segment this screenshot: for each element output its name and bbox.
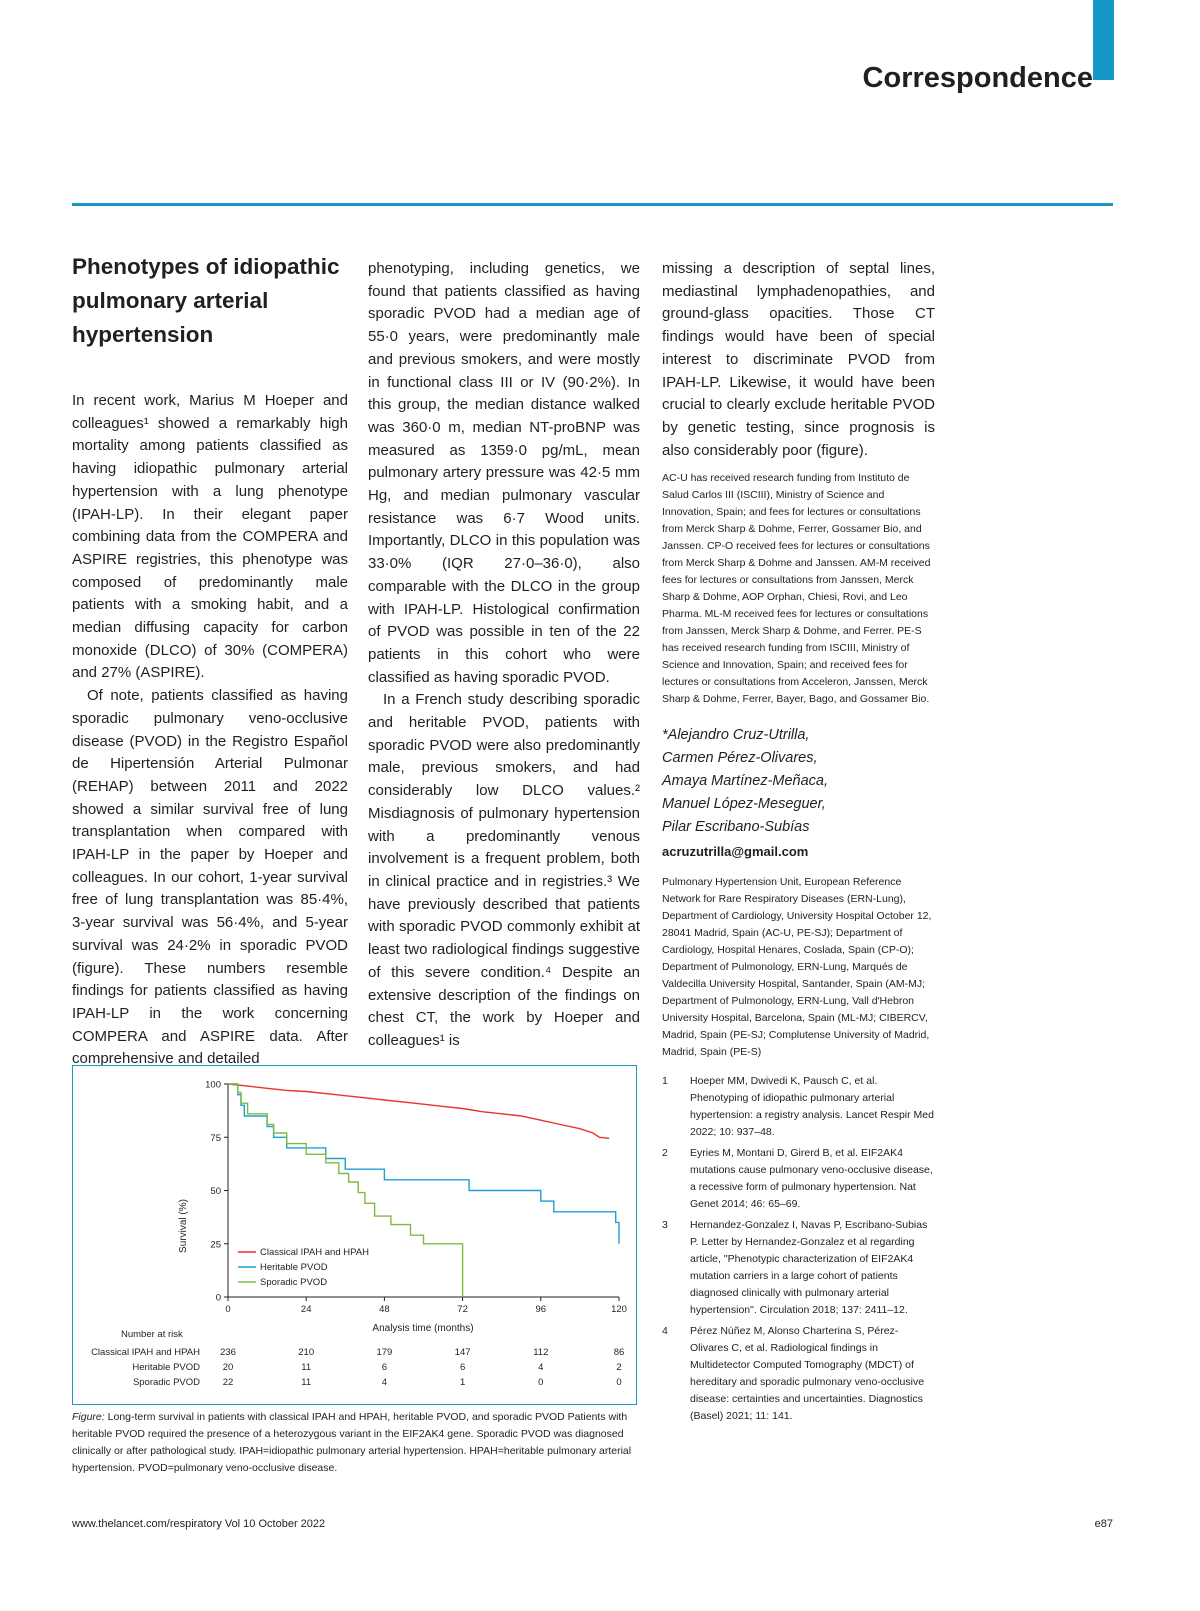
- y-axis-label: Survival (%): [178, 1199, 189, 1253]
- caption-text: Long-term survival in patients with classical IPAH and HPAH, heritable PVOD, and sporadic PVOD Patients with heritable PVOD required the presence of a heterozygous variant in the EIF2AK4 gene. Sporadic PVOD was diagnosed clinically or after pathological study. IPAH=idiopathic pulmonary arterial hypertension. HPAH=heritable pulmonary arterial hypertension. PVOD=pulmonary veno-occlusive disease.: [72, 1411, 632, 1474]
- risk-value: 22: [222, 1377, 234, 1388]
- col2-paragraph-2: In a French study describing sporadic and heritable PVOD, patients with sporadic PVOD were also predominantly male, previous smokers, and had considerably low DLCO values.² Misdiagnosis of pulmonary hypertension with a predominantly venous involvement is a frequent problem, both in clinical practice and in registries.³ We have previously described that patients with sporadic PVOD commonly exhibit at least two radiological findings suggestive of this severe condition.⁴ Despite an extensive description of the findings on chest CT, the work by Hoeper and colleagues¹ is: [368, 691, 640, 1049]
- risk-value: 1: [459, 1377, 466, 1388]
- y-tick-label: 100: [205, 1079, 221, 1091]
- y-tick-label: 75: [210, 1132, 221, 1144]
- reference-item: [662, 1217, 935, 1319]
- legend-label-classical: Classical IPAH and HPAH: [260, 1247, 369, 1258]
- risk-value: 20: [222, 1362, 234, 1373]
- risk-value: 112: [533, 1347, 549, 1358]
- x-tick-label: 72: [457, 1304, 468, 1315]
- chart-legend: [238, 1247, 369, 1288]
- col1-paragraph-1: In recent work, Marius M Hoeper and colleagues¹ showed a remarkably high mortality among patients classified as having idiopathic pulmonary arterial hypertension with a lung phenotype (IPAH-LP). In their elegant paper combining data from the COMPERA and ASPIRE registries, this phenotype was composed of predominantly male patients with a smoking habit, and a median diffusing capacity for carbon monoxide (DLCO) of 30% (COMPERA) and 27% (ASPIRE).: [72, 392, 348, 682]
- author-name: Amaya Martínez-Meñaca,: [662, 773, 829, 790]
- figure-caption: [72, 1409, 647, 1477]
- risk-value: 147: [454, 1347, 471, 1358]
- reference-item: [662, 1145, 935, 1213]
- risk-value: 0: [538, 1377, 544, 1388]
- number-at-risk-table: [91, 1329, 624, 1388]
- reference-item: [662, 1323, 935, 1425]
- risk-row-label: Heritable PVOD: [132, 1362, 200, 1373]
- risk-value: 236: [220, 1347, 236, 1358]
- risk-table-heading: Number at risk: [121, 1329, 183, 1340]
- column-1: [72, 250, 348, 1071]
- risk-value: 11: [301, 1362, 312, 1373]
- risk-value: 86: [613, 1347, 625, 1358]
- x-tick-label: 96: [535, 1304, 547, 1315]
- reference-text: Hernandez-Gonzalez I, Navas P, Escribano-Subias P. Letter by Hernandez-Gonzalez et al regarding article, "Phenotypic characterization of EIF2AK4 mutation carriers in a large cohort of patients diagnosed clinically with pulmonary arterial hypertension". Circulation 2018; 137: 2411–12.: [690, 1219, 928, 1317]
- author-name: Manuel López-Meseguer,: [662, 796, 826, 813]
- x-tick-label: 24: [300, 1304, 312, 1315]
- author-list: [662, 724, 935, 839]
- series-line-1: [228, 1084, 609, 1138]
- risk-value: 210: [298, 1347, 315, 1358]
- x-tick-label: 120: [611, 1304, 627, 1315]
- y-tick-label: 0: [215, 1292, 221, 1304]
- col1-paragraph-2: Of note, patients classified as having sporadic pulmonary veno-occlusive disease (PVOD) in the Registro Español de Hipertensión Arterial Pulmonar (REHAP) between 2011 and 2022 showed a similar survival free of lung transplantation when compared with IPAH-LP in the paper by Hoeper and colleagues. In our cohort, 1-year survival free of lung transplantation was 85·4%, 3-year survival was 56·4%, and 5-year survival was 24·2% in sporadic PVOD (figure). These numbers resemble findings for patients classified as having IPAH-LP in the work concerning COMPERA and ASPIRE data. After comprehensive and detailed: [72, 687, 348, 1068]
- column-2: [368, 258, 640, 1053]
- reference-number: 2: [662, 1147, 668, 1160]
- reference-number: 3: [662, 1219, 668, 1232]
- col2-paragraph-1: phenotyping, including genetics, we found that patients classified as having sporadic PVOD had a median age of 55·0 years, were predominantly male and previous smokers, and were mostly in functional class III or IV (90·2%). In this group, the median distance walked was 360·0 m, median NT-proBNP was measured as 1359·0 pg/mL, mean pulmonary artery pressure was 42·5 mm Hg, and median pulmonary vascular resistance was 6·7 Wood units. Importantly, DLCO in this population was 33·0% (IQR 27·0–36·0), also comparable with the DLCO in the group with IPAH-LP. Histological confirmation of PVOD was possible in ten of the 22 patients in this cohort who were classified as having sporadic PVOD.: [368, 260, 640, 686]
- x-tick-label: 48: [379, 1304, 390, 1315]
- risk-row-label: Sporadic PVOD: [132, 1377, 200, 1388]
- section-title: Correspondence: [862, 62, 1093, 94]
- page-number: e87: [1094, 1518, 1113, 1530]
- author-name: *Alejandro Cruz-Utrilla,: [662, 727, 810, 744]
- y-tick-label: 50: [210, 1186, 221, 1197]
- reference-list: [662, 1073, 935, 1425]
- risk-row-label: Classical IPAH and HPAH: [91, 1347, 200, 1358]
- legend-label-heritable: Heritable PVOD: [260, 1262, 328, 1273]
- reference-text: Hoeper MM, Dwivedi K, Pausch C, et al. Phenotyping of idiopathic pulmonary arterial hypertension: a registry analysis. Lancet Respir Med 2022; 10: 937–48.: [690, 1075, 934, 1139]
- reference-text: Pérez Núñez M, Alonso Charterina S, Pérez-Olivares C, et al. Radiological findings in Multidetector Computed Tomography (MDCT) of hereditary and sporadic pulmonary veno-occlusive disease: certainties and uncertainties. Diagnostics (Basel) 2021; 11: 141.: [690, 1325, 925, 1423]
- risk-value: 179: [376, 1347, 393, 1358]
- column-3: [662, 258, 935, 1429]
- risk-value: 4: [538, 1362, 544, 1373]
- header-rule: [72, 203, 1113, 206]
- legend-label-sporadic: Sporadic PVOD: [260, 1277, 328, 1288]
- risk-value: 11: [301, 1377, 312, 1388]
- series-line-2: [228, 1084, 619, 1244]
- author-email[interactable]: acruzutrilla@gmail.com: [662, 844, 809, 860]
- journal-footer: www.thelancet.com/respiratory Vol 10 October 2022: [72, 1518, 326, 1530]
- reference-number: 1: [662, 1075, 668, 1088]
- y-tick-label: 25: [210, 1239, 221, 1251]
- author-affiliation: Pulmonary Hypertension Unit, European Reference Network for Rare Respiratory Diseases (ERN-Lung), Department of Cardiology, University Hospital October 12, 28041 Madrid, Spain (AC-U, PE-SJ); Department of Cardiology, Hospital Henares, Coslada, Spain (CP-O); Department of Pulmonology, ERN-Lung, Marqués de Valdecilla University Hospital, Santander, Spain (AM-MJ; Department of Pulmonology, ERN-Lung, Vall d'Hebron University Hospital, Barcelona, Spain (ML-MJ; CIBERCV, Madrid, Spain (PE-SJ; Complutense University of Madrid, Madrid, Spain (PE-S): [662, 876, 932, 1059]
- reference-item: [662, 1073, 935, 1141]
- x-axis-label: Analysis time (months): [372, 1323, 474, 1334]
- author-name: Pilar Escribano-Subías: [662, 819, 810, 836]
- reference-text: Eyries M, Montani D, Girerd B, et al. EIF2AK4 mutations cause pulmonary veno-occlusive disease, a recessive form of pulmonary hypertension. Nat Genet 2014; 46: 65–69.: [690, 1147, 933, 1211]
- col3-paragraph-1: missing a description of septal lines, mediastinal lymphadenopathies, and ground-glass opacities. Those CT findings would have been of special interest to discriminate PVOD from IPAH-LP. Likewise, it would have been crucial to clearly exclude heritable PVOD by genetic testing, since prognosis is also considerably poor (figure).: [662, 260, 935, 459]
- caption-label: Figure:: [72, 1411, 105, 1423]
- x-tick-label: 0: [225, 1304, 231, 1315]
- author-name: Carmen Pérez-Olivares,: [662, 750, 818, 767]
- declaration-of-interests: AC-U has received research funding from Instituto de Salud Carlos III (ISCIII), Ministry of Science and Innovation, Spain; and fees for lectures or consultations from Merck Sharp & Dohme, Ferrer, Gossamer Bio, and Janssen. CP-O received fees for lectures or consultations from Merck Sharp & Dohme and Janssen. AM-M received fees for lectures or consultations from Janssen, Merck Sharp & Dohme, AOP Orphan, Chiesi, Rovi, and Leo Pharma. ML-M received fees for lectures or consultations from Janssen, Merck Sharp & Dohme, and Ferrer. PE-S has received research funding from ISCIII, Ministry of Science and Innovation, Spain; and received fees for lectures or consultations from Acceleron, Janssen, Merck Sharp & Dohme, Ferrer, Bayer, Bago, and Gossamer Bio.: [662, 472, 931, 706]
- risk-value: 6: [459, 1362, 466, 1373]
- risk-value: 0: [616, 1377, 622, 1388]
- survival-chart: [72, 1065, 637, 1405]
- risk-value: 6: [381, 1362, 388, 1373]
- reference-number: 4: [662, 1325, 668, 1338]
- risk-value: 4: [381, 1377, 388, 1388]
- section-tab-marker: [1093, 0, 1114, 80]
- risk-value: 2: [616, 1362, 622, 1373]
- article-title: Phenotypes of idiopathic pulmonary arterial hypertension: [72, 254, 340, 347]
